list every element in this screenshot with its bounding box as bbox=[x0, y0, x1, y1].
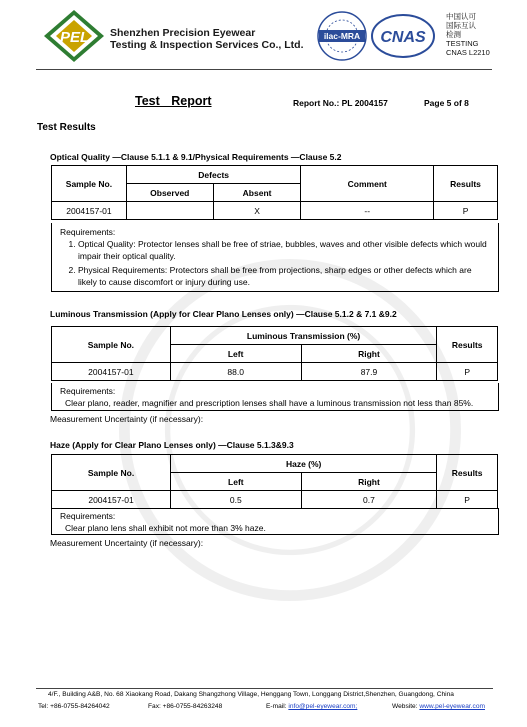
optical-col-results: Results bbox=[434, 166, 498, 202]
haze-result-cell: P bbox=[437, 491, 498, 509]
haze-col-group: Haze (%) bbox=[171, 455, 437, 473]
email-link[interactable]: info@pel-eyewear.com; bbox=[288, 703, 358, 710]
cnas-logo-text: CNAS bbox=[380, 29, 426, 46]
luminous-col-group: Luminous Transmission (%) bbox=[170, 327, 437, 345]
report-number: Report No.: PL 2004157 bbox=[293, 98, 388, 108]
luminous-requirements bbox=[51, 383, 499, 411]
optical-col-defects: Defects bbox=[126, 166, 301, 184]
section-heading: Test Results bbox=[37, 122, 96, 133]
luminous-col-sample: Sample No. bbox=[52, 327, 171, 363]
ilac-mra-logo bbox=[316, 10, 368, 62]
company-name-line2: Testing & Inspection Services Co., Ltd. bbox=[110, 39, 304, 51]
optical-sample-cell: 2004157-01 bbox=[52, 202, 127, 220]
haze-col-left: Left bbox=[171, 473, 302, 491]
accreditation-en1: TESTING bbox=[446, 39, 479, 48]
luminous-left-cell: 88.0 bbox=[170, 363, 301, 381]
pel-logo bbox=[40, 6, 108, 64]
luminous-col-right: Right bbox=[301, 345, 437, 363]
accreditation-en2: CNAS L2210 bbox=[446, 48, 490, 57]
haze-req-label: Requirements: bbox=[60, 511, 116, 521]
watermark-seal bbox=[110, 250, 470, 610]
footer-address: 4/F., Building A&B, No. 68 Xiaokang Road, Dakang Shangzhong Village, Henggang Town, Longgang District,Shenzhen, Guangdong, China bbox=[48, 691, 454, 698]
optical-requirements bbox=[51, 223, 499, 292]
optical-req-label: Requirements: bbox=[60, 227, 116, 237]
report-title: Test Report bbox=[135, 94, 212, 108]
haze-section-title: Haze (Apply for Clear Plano Lenses only) —Clause 5.1.3&9.3 bbox=[50, 440, 294, 450]
optical-col-comment: Comment bbox=[301, 166, 434, 202]
website-link[interactable]: www.pel-eyewear.com bbox=[419, 703, 485, 710]
optical-absent-cell: X bbox=[213, 202, 301, 220]
optical-observed-cell bbox=[126, 202, 213, 220]
haze-requirements bbox=[51, 508, 499, 535]
optical-col-absent: Absent bbox=[213, 184, 301, 202]
optical-col-observed: Observed bbox=[126, 184, 213, 202]
company-name bbox=[110, 27, 304, 51]
footer-tel: Tel: +86-0755-84264042 bbox=[38, 703, 110, 710]
ilac-mra-text: ilac-MRA bbox=[323, 31, 361, 41]
footer-fax: Fax: +86-0755-84263248 bbox=[148, 703, 223, 710]
footer-website bbox=[392, 703, 485, 710]
header-divider bbox=[36, 69, 492, 70]
haze-req-text: Clear plano lens shall exhibit not more than 3% haze. bbox=[65, 523, 266, 533]
luminous-col-left: Left bbox=[170, 345, 301, 363]
luminous-section-title: Luminous Transmission (Apply for Clear Plano Lenses only) —Clause 5.1.2 & 7.1 &9.2 bbox=[50, 309, 397, 319]
haze-col-right: Right bbox=[301, 473, 437, 491]
luminous-req-label: Requirements: bbox=[60, 386, 116, 396]
optical-section-title: Optical Quality —Clause 5.1.1 & 9.1/Physical Requirements —Clause 5.2 bbox=[50, 152, 342, 162]
optical-result-cell: P bbox=[434, 202, 498, 220]
luminous-req-text: Clear plano, reader, magnifier and prescription lenses shall have a luminous transmission not less than 85%. bbox=[65, 398, 474, 408]
table-row bbox=[52, 202, 498, 220]
luminous-uncertainty: Measurement Uncertainty (if necessary): bbox=[50, 414, 204, 424]
pel-logo-text: PEL bbox=[60, 29, 90, 46]
optical-req-item-1: 1. Optical Quality: Protector lenses shall be free of striae, bubbles, waves and other visible defects which would impair their optical quality. bbox=[78, 238, 490, 262]
luminous-table bbox=[51, 326, 498, 381]
footer-website-label: Website: bbox=[392, 703, 418, 710]
haze-col-sample: Sample No. bbox=[52, 455, 171, 491]
footer-divider bbox=[36, 688, 493, 689]
optical-col-sample: Sample No. bbox=[52, 166, 127, 202]
footer-email bbox=[266, 703, 357, 710]
optical-req-item-2: 2. Physical Requirements: Protectors shall be free from projections, sharp edges or other defects which are likely to cause discomfort or injury during use. bbox=[78, 264, 490, 288]
luminous-right-cell: 87.9 bbox=[301, 363, 437, 381]
accreditation-cn3: 检测 bbox=[446, 30, 461, 39]
cnas-logo bbox=[370, 10, 436, 62]
table-row bbox=[52, 491, 498, 509]
company-name-line1: Shenzhen Precision Eyewear bbox=[110, 27, 256, 39]
haze-col-results: Results bbox=[437, 455, 498, 491]
optical-table bbox=[51, 165, 498, 220]
optical-req-list bbox=[60, 238, 490, 288]
haze-left-cell: 0.5 bbox=[171, 491, 302, 509]
optical-comment-cell: -- bbox=[301, 202, 434, 220]
haze-uncertainty: Measurement Uncertainty (if necessary): bbox=[50, 538, 204, 548]
haze-table bbox=[51, 454, 498, 509]
haze-sample-cell: 2004157-01 bbox=[52, 491, 171, 509]
luminous-sample-cell: 2004157-01 bbox=[52, 363, 171, 381]
page-number: Page 5 of 8 bbox=[424, 98, 469, 108]
luminous-result-cell: P bbox=[437, 363, 498, 381]
accreditation-cn2: 国际互认 bbox=[446, 21, 476, 30]
footer-email-label: E-mail: bbox=[266, 703, 287, 710]
luminous-col-results: Results bbox=[437, 327, 498, 363]
accreditation-text bbox=[446, 12, 490, 57]
haze-right-cell: 0.7 bbox=[301, 491, 437, 509]
table-row bbox=[52, 363, 498, 381]
accreditation-cn1: 中国认可 bbox=[446, 12, 476, 21]
